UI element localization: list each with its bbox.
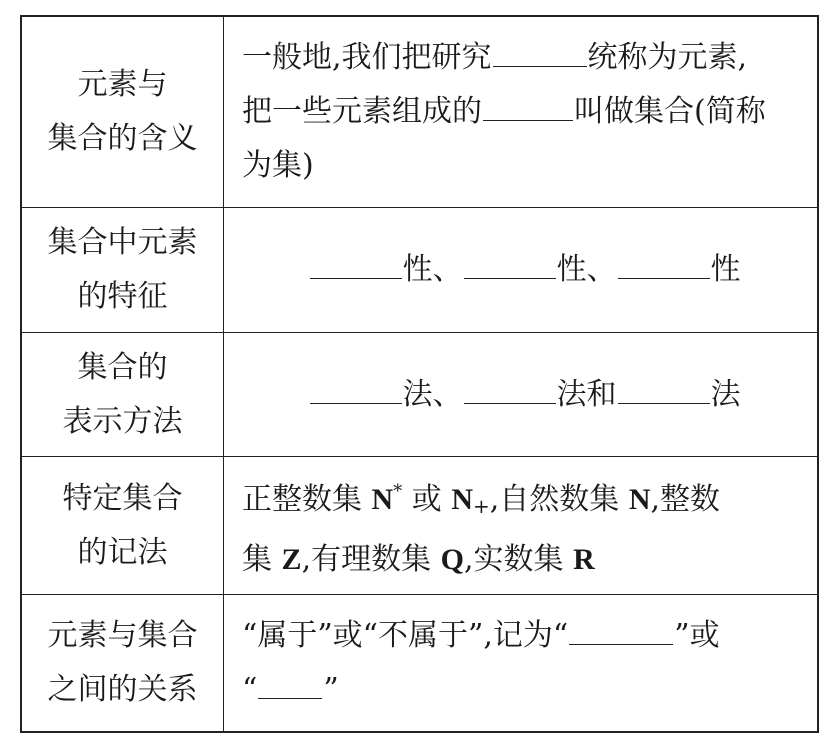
row-label [22,333,224,456]
label-line: 集合中元素 [47,225,198,260]
set-symbol: R [573,542,595,576]
label-line: 之间的关系 [47,672,198,707]
label-line: 集合的 [77,349,168,385]
row-label [22,595,224,731]
label-line: 元素与 [77,67,168,102]
content-text: 性、 [402,252,463,287]
table-row [22,17,817,208]
content-text: ,自然数集 [489,481,620,517]
label-line: 元素与集合 [47,618,198,653]
fill-blank[interactable] [493,65,587,67]
table-row [22,208,817,333]
content-line [242,609,807,663]
content-text: 集 [242,541,272,577]
label-line: 表示方法 [62,403,183,439]
row-content [224,333,817,456]
content-text: 统称为元素, [587,40,748,75]
row-content [224,457,817,594]
content-text: ,整数 [650,481,721,517]
content-line [242,465,807,533]
fill-blank[interactable] [483,119,573,121]
row-label [22,457,224,594]
label-line: 特定集合 [62,480,183,516]
superscript: * [393,480,403,502]
row-content [224,595,817,731]
content-text: 性、 [556,252,617,287]
content-line [242,31,807,85]
concept-table [20,15,819,733]
content-line [242,85,807,139]
fill-blank[interactable] [464,402,556,404]
fill-blank[interactable] [310,277,402,279]
content-text: ”或 [674,618,720,653]
content-line [242,663,807,717]
content-text: 法和 [556,376,617,412]
table-row [22,595,817,731]
set-symbol: N [371,482,394,516]
table-row [22,457,817,595]
content-text: 把一些元素组成的 [242,94,482,129]
set-symbol: Q [440,542,464,576]
content-text: 叫做集合(简称 [574,94,766,129]
fill-blank[interactable] [618,277,710,279]
row-content [224,208,817,332]
fill-blank[interactable] [569,643,673,645]
set-symbol: N [628,482,651,516]
content-text: 一般地,我们把研究 [242,40,492,75]
content-text: 法 [710,376,741,412]
content-text: 正整数集 [242,481,362,517]
label-line: 的记法 [77,534,168,570]
subscript: + [472,493,490,518]
content-line [309,368,741,422]
set-symbol: N [451,482,473,516]
content-text: 性 [710,252,741,287]
content-text: ,有理数集 [301,541,432,577]
fill-blank[interactable] [310,402,402,404]
content-line [242,139,807,193]
label-line: 的特征 [77,279,168,314]
fill-blank[interactable] [464,277,556,279]
content-text: ” [323,672,339,707]
content-line [309,243,741,297]
fill-blank[interactable] [258,697,322,699]
fill-blank[interactable] [618,402,710,404]
content-text: “ [242,672,258,707]
row-label [22,208,224,332]
content-text: 或 [411,481,442,517]
content-text: “属于”或“不属于”,记为“ [242,618,569,653]
content-line [242,533,807,587]
row-content [224,17,817,207]
label-line: 集合的含义 [47,121,198,156]
content-text: ,实数集 [464,541,564,577]
content-text: 法、 [402,376,463,412]
row-label [22,17,224,207]
content-text: 为集) [242,148,314,183]
table-row [22,333,817,457]
set-symbol: Z [281,542,302,576]
